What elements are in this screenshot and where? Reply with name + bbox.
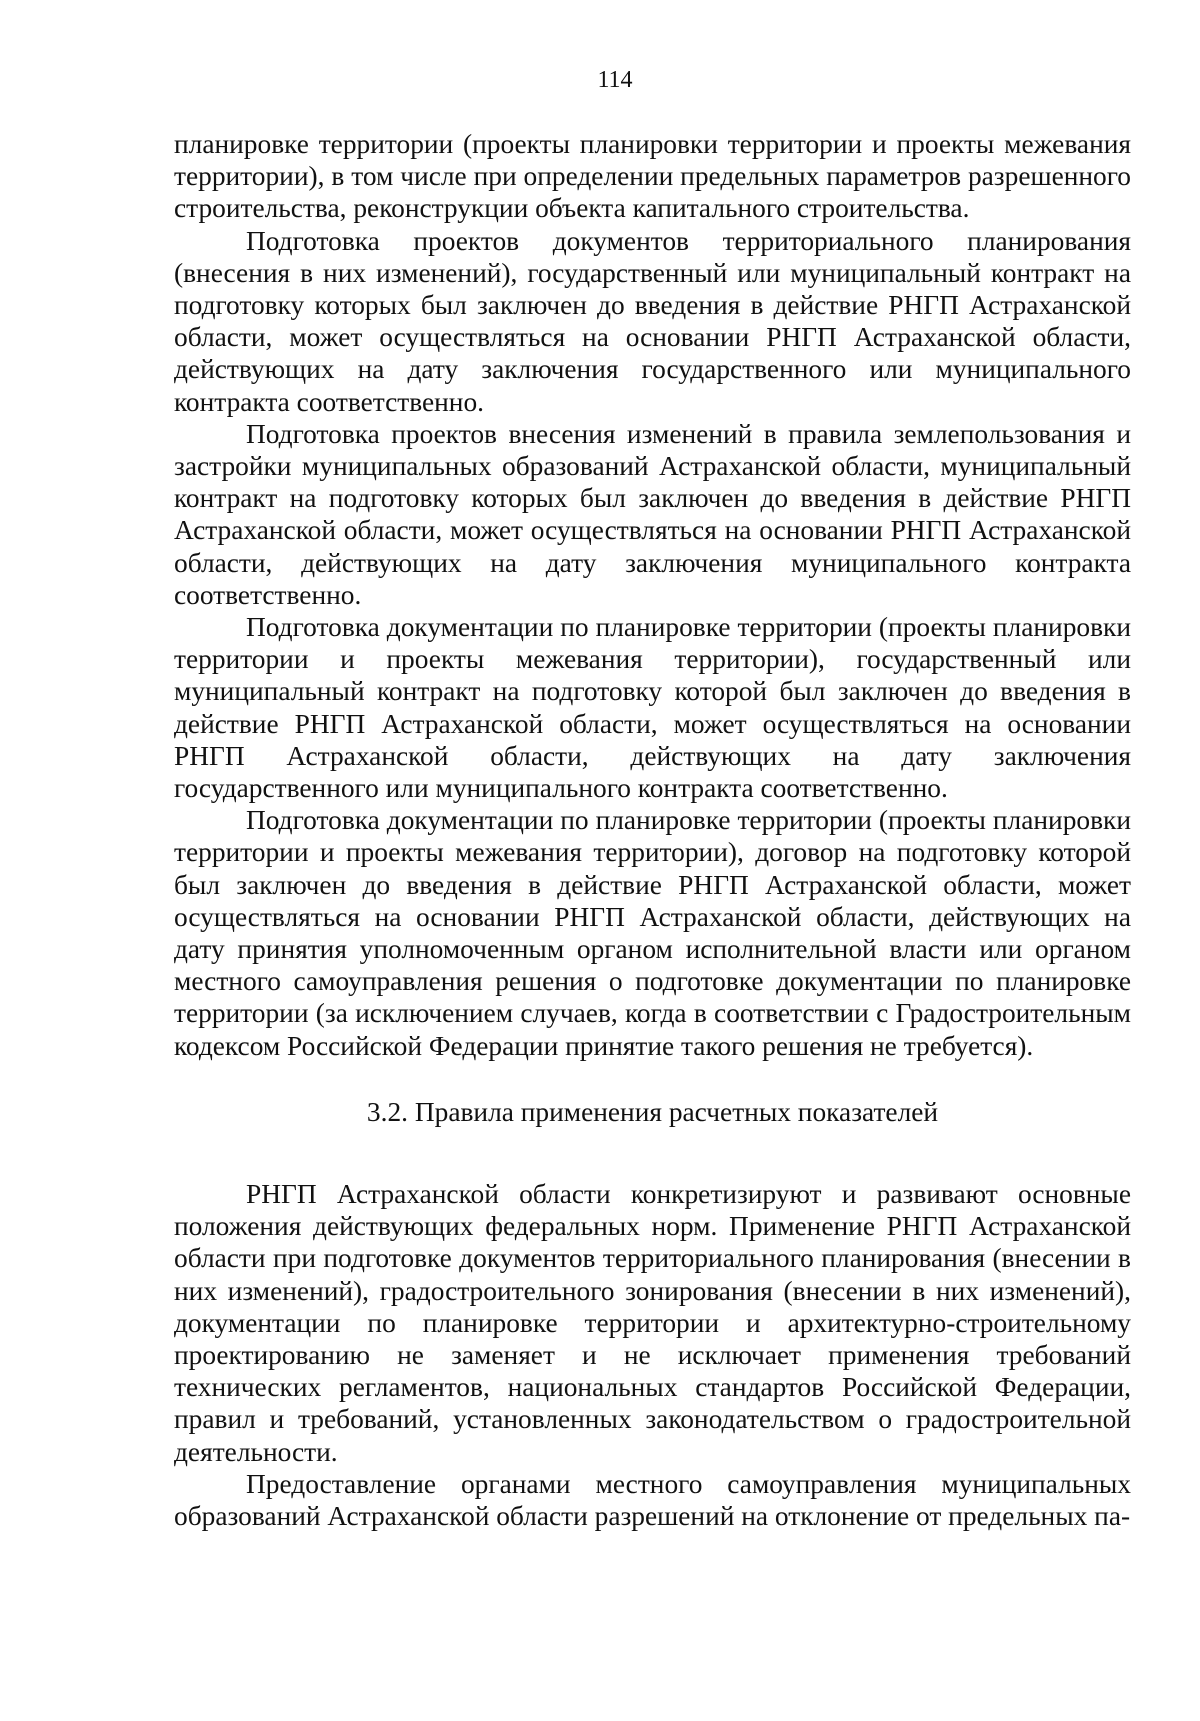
paragraph: Подготовка документации по планировке территории (проекты планировки территории и проекты межевания территории), государственный или муниципальный контракт на подготовку которой был заключен до введения в действие РНГП Астраханской области, может осуществляться на основании РНГП Астраханской области, действующих на дату заключения государственного или муниципального контракта соответственно.: [174, 612, 1131, 804]
paragraph: Подготовка проектов документов территориального планирования (внесения в них изменений), государственный или муниципальный контракт на подготовку которых был заключен до введения в действие РНГП Астраханской области, может осуществляться на основании РНГП Астраханской области, действующих на дату заключения государственного или муниципального контракта соответственно.: [174, 225, 1131, 417]
paragraph-continuation: планировке территории (проекты планировки территории и проекты межевания территории), в том числе при определении предельных параметров разрешенного строительства, реконструкции объекта капитального строительства.: [174, 129, 1131, 224]
paragraph: Предоставление органами местного самоуправления муниципальных образований Астраханской области разрешений на отклонение от предельных па-: [174, 1468, 1131, 1531]
page-number: 114: [597, 67, 633, 93]
section-heading: 3.2. Правила применения расчетных показателей: [366, 1096, 939, 1127]
paragraph: Подготовка документации по планировке территории (проекты планировки территории и проекты межевания территории), договор на подготовку которой был заключен до введения в действие РНГП Астраханской области, может осуществляться на основании РНГП Астраханской области, действующих на дату принятия уполномоченным органом исполнительной власти или органом местного самоуправления решения о подготовке документации по планировке территории (за исключением случаев, когда в соответствии с Градостроительным кодексом Российской Федерации принятие такого решения не требуется).: [174, 805, 1131, 1061]
document-body: [174, 128, 1131, 1532]
paragraph: РНГП Астраханской области конкретизируют и развивают основные положения действующих федеральных норм. Применение РНГП Астраханской области при подготовке документов территориального планирования (внесении в них изменений), градостроительного зонирования (внесении в них изменений), документации по планировке территории и архитектурно-строительному проектированию не заменяет и не исключает применения требований технических регламентов, национальных стандартов Российской Федерации, правил и требований, установленных законодательством о градостроительной деятельности.: [174, 1178, 1131, 1467]
paragraph: Подготовка проектов внесения изменений в правила землепользования и застройки муниципальных образований Астраханской области, муниципальный контракт на подготовку которых был заключен до введения в действие РНГП Астраханской области, может осуществляться на основании РНГП Астраханской области, действующих на дату заключения муниципального контракта соответственно.: [174, 418, 1131, 610]
